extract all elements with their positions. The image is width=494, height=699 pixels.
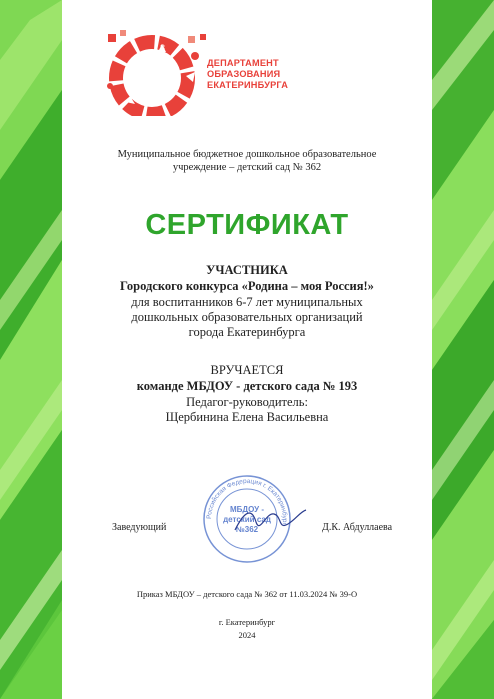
participant-label: УЧАСТНИКА: [206, 263, 288, 277]
stamp-line1: МБДОУ -: [230, 505, 264, 514]
organization-line2: учреждение – детский сад № 362: [172, 162, 322, 173]
teacher-label: Педагог-руководитель:: [186, 395, 308, 409]
certificate-title: СЕРТИФИКАТ: [145, 209, 349, 241]
stamp-line2: детский сад: [223, 515, 271, 524]
department-name-line1: ДЕПАРТАМЕНТ: [207, 58, 279, 68]
stamp-line3: №362: [235, 525, 259, 534]
signature-name: Д.К. Абдуллаева: [322, 522, 393, 533]
handwritten-signature: [230, 500, 310, 540]
department-name: [207, 58, 288, 91]
city-name: г. Екатеринбург: [218, 617, 276, 627]
audience-text: [62, 295, 432, 340]
order-reference: Приказ МБДОУ – детского сада № 362 от 11.03.2024 № 39-О: [136, 589, 358, 599]
year: 2024: [238, 630, 256, 640]
recipient-name: команде МБДОУ - детского сада № 193: [136, 379, 358, 393]
signature-role: Заведующий: [112, 522, 167, 533]
audience-line2: дошкольных образовательных организаций: [131, 310, 363, 324]
stamp-outer-text: Российская Федерация г. Екатеринбург: [205, 477, 289, 526]
organization-line1: Муниципальное бюджетное дошкольное образовательное: [117, 149, 377, 160]
teacher-name: Щербинина Елена Васильевна: [165, 410, 329, 424]
department-name-line3: ЕКАТЕРИНБУРГА: [207, 80, 289, 90]
department-name-line2: ОБРАЗОВАНИЯ: [207, 69, 281, 79]
svg-text:8: 8: [160, 43, 166, 53]
audience-line3: города Екатеринбурга: [188, 325, 306, 339]
contest-name: Городского конкурса «Родина – моя Россия!»: [120, 279, 374, 293]
audience-line1: для воспитанников 6-7 лет муниципальных: [131, 295, 363, 309]
organization-name: [62, 148, 432, 174]
awarded-label: ВРУЧАЕТСЯ: [210, 363, 284, 377]
